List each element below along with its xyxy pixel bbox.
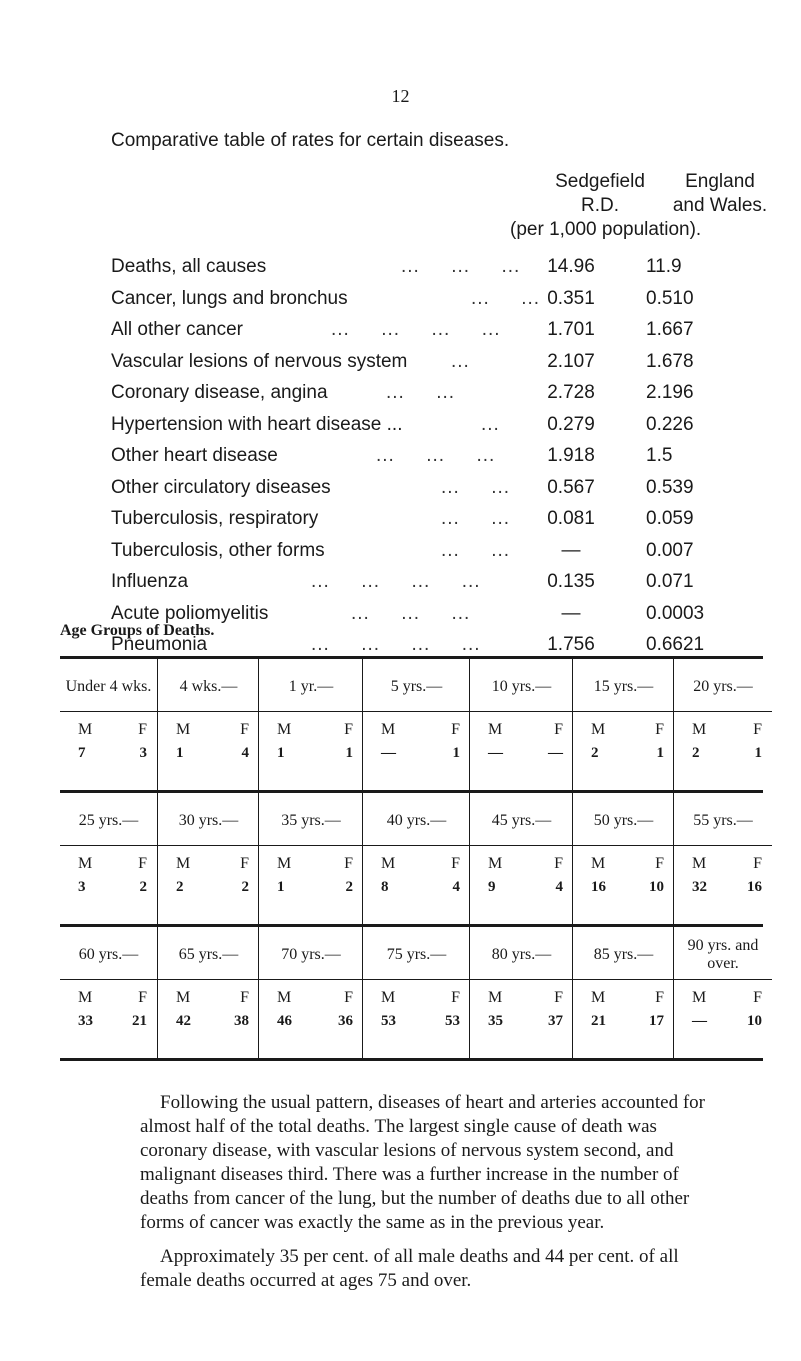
rate-england-wales: 11.9: [646, 256, 682, 277]
female-header: F: [451, 989, 460, 1006]
cell-divider: [363, 711, 470, 712]
cell-divider: [573, 845, 674, 846]
sex-header: [158, 989, 259, 1011]
female-count: 2: [139, 879, 147, 895]
male-header: M: [591, 855, 606, 872]
cell-divider: [470, 979, 573, 980]
age-group-label: 85 yrs.—: [593, 946, 654, 963]
cell-divider: [674, 979, 772, 980]
male-header: M: [176, 721, 191, 738]
female-count: 4: [452, 879, 460, 895]
female-count: 36: [338, 1013, 353, 1029]
rate-england-wales: 0.510: [646, 287, 694, 309]
female-header: F: [344, 721, 353, 738]
age-group-label: 55 yrs.—: [693, 812, 753, 829]
column-heading-sedgefield-line1: Sedgefield: [555, 171, 645, 192]
female-count: 1: [452, 745, 460, 761]
female-header: F: [655, 989, 664, 1006]
rate-row: [111, 508, 751, 540]
leader-dots: ... ... ... ...: [331, 319, 501, 340]
table-title: Comparative table of rates for certain diseases.: [111, 130, 510, 151]
sex-header: [363, 855, 470, 877]
commentary-paragraph-1: Following the usual pattern, diseases of heart and arteries accounted for almost half of the total deaths. The largest single cause of death was coronary disease, with vascular lesions of nervous system second, and malignant diseases third. There was a further increase in the number of deaths from cancer of the lung, but the number of deaths due to all other forms of cancer was exactly the same as in the previous year.: [140, 1092, 706, 1233]
age-group-cell: [673, 927, 772, 1058]
male-header: M: [78, 855, 93, 872]
rate-row: [111, 477, 751, 509]
rate-sedgefield: 1.701: [547, 319, 595, 340]
age-group-cell: [673, 793, 772, 924]
age-group-cell: [258, 927, 363, 1058]
age-groups-table: [60, 656, 763, 1061]
rate-sedgefield: 0.081: [547, 508, 595, 529]
rate-england-wales: 0.059: [646, 508, 694, 529]
male-header: M: [591, 989, 606, 1006]
death-counts: [674, 879, 772, 901]
leader-dots: ... ...: [471, 287, 541, 309]
cell-divider: [60, 845, 157, 846]
rate-label: Cancer, lungs and bronchus: [111, 287, 348, 309]
sex-header: [573, 855, 674, 877]
table-bottom-rule: [60, 1058, 763, 1061]
rate-row: [111, 319, 751, 351]
age-group-cell: [469, 659, 573, 790]
female-header: F: [138, 989, 147, 1006]
male-header: M: [277, 721, 292, 738]
rate-row: [111, 571, 751, 603]
female-count: 4: [241, 745, 249, 761]
age-group-label: 35 yrs.—: [281, 812, 341, 829]
column-heading-per-population: (per 1,000 population).: [510, 219, 702, 240]
leader-dots: ... ... ...: [376, 445, 496, 466]
age-group-label: 5 yrs.—: [390, 678, 443, 695]
cell-divider: [60, 711, 157, 712]
rate-sedgefield: 0.279: [547, 413, 595, 435]
female-header: F: [240, 721, 249, 738]
male-header: M: [692, 855, 707, 872]
rate-label: Acute poliomyelitis: [111, 602, 269, 624]
cell-divider: [158, 711, 259, 712]
leader-dots: ... ... ... ...: [311, 634, 481, 655]
female-header: F: [753, 989, 762, 1006]
leader-dots: ...: [451, 350, 470, 372]
sex-header: [363, 721, 470, 743]
age-group-label: 1 yr.—: [288, 678, 334, 695]
cell-divider: [60, 979, 157, 980]
age-group-label: 50 yrs.—: [593, 812, 654, 829]
age-band-row: [60, 924, 763, 1058]
female-count: 38: [234, 1013, 249, 1029]
age-group-label: 15 yrs.—: [593, 678, 654, 695]
female-header: F: [138, 721, 147, 738]
female-header: F: [655, 855, 664, 872]
rate-england-wales: 0.071: [646, 571, 694, 592]
age-group-label: Under 4 wks.: [65, 678, 152, 695]
male-count: 33: [78, 1013, 93, 1029]
cell-divider: [259, 711, 363, 712]
cell-divider: [573, 979, 674, 980]
male-count: —: [381, 745, 396, 761]
rate-label: Pneumonia: [111, 634, 208, 655]
rate-label: All other cancer: [111, 319, 244, 340]
age-group-cell: [362, 659, 470, 790]
age-group-cell: [572, 659, 674, 790]
male-header: M: [176, 855, 191, 872]
leader-dots: ... ... ...: [401, 256, 521, 277]
rate-sedgefield: 0.351: [547, 287, 595, 309]
male-count: 7: [78, 745, 86, 761]
age-group-label: 90 yrs. and over.: [687, 937, 759, 972]
age-group-cell: [362, 793, 470, 924]
death-counts: [158, 745, 259, 767]
female-count: 21: [132, 1013, 147, 1029]
female-header: F: [240, 989, 249, 1006]
male-count: 3: [78, 879, 86, 895]
sex-header: [158, 721, 259, 743]
sex-header: [60, 721, 157, 743]
rate-label: Vascular lesions of nervous system: [111, 350, 408, 372]
death-counts: [363, 1013, 470, 1035]
female-header: F: [240, 855, 249, 872]
death-counts: [60, 745, 157, 767]
leader-dots: ... ...: [441, 508, 511, 529]
leader-dots: ... ...: [441, 539, 511, 561]
death-counts: [158, 879, 259, 901]
leader-dots: ... ...: [441, 476, 511, 498]
female-count: 1: [754, 745, 762, 761]
male-count: 32: [692, 879, 707, 895]
leader-dots: ... ...: [386, 382, 456, 403]
age-group-label: 4 wks.—: [179, 678, 238, 695]
age-group-cell: [157, 793, 259, 924]
female-count: 2: [241, 879, 249, 895]
rate-england-wales: 0.539: [646, 476, 694, 498]
rate-england-wales: 0.0003: [646, 602, 705, 624]
death-counts: [573, 1013, 674, 1035]
age-group-cell: [572, 793, 674, 924]
death-counts: [259, 879, 363, 901]
female-count: 1: [345, 745, 353, 761]
death-counts: [259, 745, 363, 767]
female-header: F: [753, 855, 762, 872]
age-group-cell: [673, 659, 772, 790]
cell-divider: [363, 845, 470, 846]
rate-sedgefield: —: [561, 539, 581, 561]
commentary-paragraph-2: Approximately 35 per cent. of all male deaths and 44 per cent. of all female deaths occurred at ages 75 and over.: [140, 1246, 679, 1291]
male-count: 2: [176, 879, 184, 895]
age-group-cell: [60, 659, 157, 790]
female-header: F: [451, 855, 460, 872]
death-counts: [470, 1013, 573, 1035]
male-count: 16: [591, 879, 606, 895]
age-group-cell: [362, 927, 470, 1058]
female-header: F: [655, 721, 664, 738]
sex-header: [60, 989, 157, 1011]
female-header: F: [554, 855, 563, 872]
death-counts: [363, 879, 470, 901]
death-counts: [158, 1013, 259, 1035]
cell-divider: [674, 711, 772, 712]
male-header: M: [78, 721, 93, 738]
female-header: F: [554, 721, 563, 738]
age-group-label: 75 yrs.—: [386, 946, 447, 963]
age-group-label: 60 yrs.—: [78, 946, 139, 963]
age-group-label: 30 yrs.—: [178, 812, 239, 829]
rate-row: [111, 540, 751, 572]
age-band-row: [60, 790, 763, 924]
male-header: M: [692, 721, 707, 738]
column-heading-england-line2: and Wales.: [672, 195, 768, 216]
male-header: M: [277, 989, 292, 1006]
rate-label: Other heart disease: [111, 445, 278, 466]
female-count: 17: [649, 1013, 664, 1029]
death-counts: [674, 745, 772, 767]
sex-header: [259, 855, 363, 877]
male-header: M: [176, 989, 191, 1006]
death-counts: [470, 745, 573, 767]
sex-header: [259, 989, 363, 1011]
female-count: 2: [345, 879, 353, 895]
rate-sedgefield: 0.567: [547, 476, 595, 498]
rate-england-wales: 0.6621: [646, 634, 705, 655]
male-count: 1: [277, 879, 285, 895]
leader-dots: ... ... ...: [351, 602, 471, 624]
male-count: —: [488, 745, 503, 761]
age-group-label: 20 yrs.—: [693, 678, 753, 695]
cell-divider: [158, 979, 259, 980]
male-count: 42: [176, 1013, 191, 1029]
male-header: M: [381, 721, 396, 738]
rate-row: [111, 414, 751, 446]
rate-england-wales: 1.678: [646, 350, 694, 372]
age-group-cell: [469, 927, 573, 1058]
age-group-cell: [60, 927, 157, 1058]
sex-header: [674, 989, 772, 1011]
male-count: 2: [591, 745, 599, 761]
death-counts: [674, 1013, 772, 1035]
sex-header: [674, 721, 772, 743]
sex-header: [158, 855, 259, 877]
age-group-cell: [572, 927, 674, 1058]
female-count: 4: [555, 879, 563, 895]
rate-row: [111, 445, 751, 477]
column-heading-england-wales: [640, 170, 800, 218]
female-header: F: [554, 989, 563, 1006]
rates-table: [111, 256, 751, 666]
sex-header: [573, 989, 674, 1011]
age-group-cell: [258, 793, 363, 924]
rate-sedgefield: 0.135: [547, 571, 595, 592]
male-count: 2: [692, 745, 700, 761]
male-count: 1: [176, 745, 184, 761]
death-counts: [60, 879, 157, 901]
cell-divider: [674, 845, 772, 846]
rate-sedgefield: 1.756: [547, 634, 595, 655]
leader-dots: ... ... ... ...: [311, 571, 481, 592]
male-count: 9: [488, 879, 496, 895]
age-group-label: 65 yrs.—: [178, 946, 239, 963]
male-header: M: [591, 721, 606, 738]
age-group-cell: [469, 793, 573, 924]
cell-divider: [573, 711, 674, 712]
rate-row: [111, 351, 751, 383]
cell-divider: [470, 711, 573, 712]
rate-sedgefield: 2.728: [547, 382, 595, 403]
sex-header: [60, 855, 157, 877]
male-header: M: [381, 855, 396, 872]
rate-label: Other circulatory diseases: [111, 476, 331, 498]
female-header: F: [451, 721, 460, 738]
age-group-label: 45 yrs.—: [491, 812, 552, 829]
male-count: —: [692, 1013, 707, 1029]
male-count: 35: [488, 1013, 503, 1029]
rate-label: Tuberculosis, other forms: [111, 539, 325, 561]
rate-england-wales: 0.007: [646, 539, 694, 561]
female-count: 1: [656, 745, 664, 761]
female-count: 10: [649, 879, 664, 895]
cell-divider: [470, 845, 573, 846]
sex-header: [674, 855, 772, 877]
male-count: 46: [277, 1013, 292, 1029]
rate-sedgefield: 2.107: [547, 350, 595, 372]
male-count: 53: [381, 1013, 396, 1029]
sex-header: [573, 721, 674, 743]
female-header: F: [753, 721, 762, 738]
male-header: M: [488, 855, 503, 872]
female-header: F: [138, 855, 147, 872]
age-group-label: 25 yrs.—: [78, 812, 139, 829]
rate-label: Deaths, all causes: [111, 256, 267, 277]
cell-divider: [363, 979, 470, 980]
female-count: 16: [747, 879, 762, 895]
death-counts: [259, 1013, 363, 1035]
death-counts: [363, 745, 470, 767]
male-header: M: [381, 989, 396, 1006]
death-counts: [60, 1013, 157, 1035]
female-header: F: [344, 989, 353, 1006]
rate-label: Influenza: [111, 571, 189, 592]
sex-header: [363, 989, 470, 1011]
female-header: F: [344, 855, 353, 872]
rate-england-wales: 1.5: [646, 445, 673, 466]
female-count: 53: [445, 1013, 460, 1029]
rate-england-wales: 0.226: [646, 413, 694, 435]
sex-header: [259, 721, 363, 743]
rate-sedgefield: 1.918: [547, 445, 595, 466]
rate-row: [111, 382, 751, 414]
female-count: 10: [747, 1013, 762, 1029]
death-counts: [573, 745, 674, 767]
age-group-cell: [60, 793, 157, 924]
page-number: 12: [391, 86, 410, 106]
age-band-row: [60, 656, 763, 790]
rate-label: Coronary disease, angina: [111, 382, 328, 403]
cell-divider: [259, 979, 363, 980]
rate-sedgefield: —: [561, 602, 581, 624]
death-counts: [573, 879, 674, 901]
female-count: 37: [548, 1013, 563, 1029]
age-group-label: 70 yrs.—: [281, 946, 341, 963]
male-count: 8: [381, 879, 389, 895]
male-count: 21: [591, 1013, 606, 1029]
rate-row: [111, 288, 751, 320]
rate-label: Hypertension with heart disease ...: [111, 413, 403, 435]
male-header: M: [277, 855, 292, 872]
male-header: M: [488, 989, 503, 1006]
age-group-cell: [157, 659, 259, 790]
column-heading-england-line1: England: [685, 171, 755, 192]
sex-header: [470, 855, 573, 877]
male-header: M: [78, 989, 93, 1006]
male-count: 1: [277, 745, 285, 761]
male-header: M: [488, 721, 503, 738]
age-group-label: 10 yrs.—: [491, 678, 552, 695]
female-count: —: [548, 745, 563, 761]
age-groups-title: Age Groups of Deaths.: [60, 622, 215, 639]
female-count: 3: [139, 745, 147, 761]
cell-divider: [158, 845, 259, 846]
leader-dots: ...: [481, 413, 500, 435]
sex-header: [470, 989, 573, 1011]
column-heading-sedgefield-line2: R.D.: [581, 195, 619, 216]
age-group-cell: [258, 659, 363, 790]
male-header: M: [692, 989, 707, 1006]
rate-england-wales: 2.196: [646, 382, 694, 403]
age-group-cell: [157, 927, 259, 1058]
age-group-label: 40 yrs.—: [386, 812, 447, 829]
sex-header: [470, 721, 573, 743]
age-group-label: 80 yrs.—: [491, 946, 552, 963]
death-counts: [470, 879, 573, 901]
cell-divider: [259, 845, 363, 846]
rate-sedgefield: 14.96: [547, 256, 595, 277]
rate-row: [111, 256, 751, 288]
rate-label: Tuberculosis, respiratory: [111, 508, 319, 529]
rate-england-wales: 1.667: [646, 319, 694, 340]
